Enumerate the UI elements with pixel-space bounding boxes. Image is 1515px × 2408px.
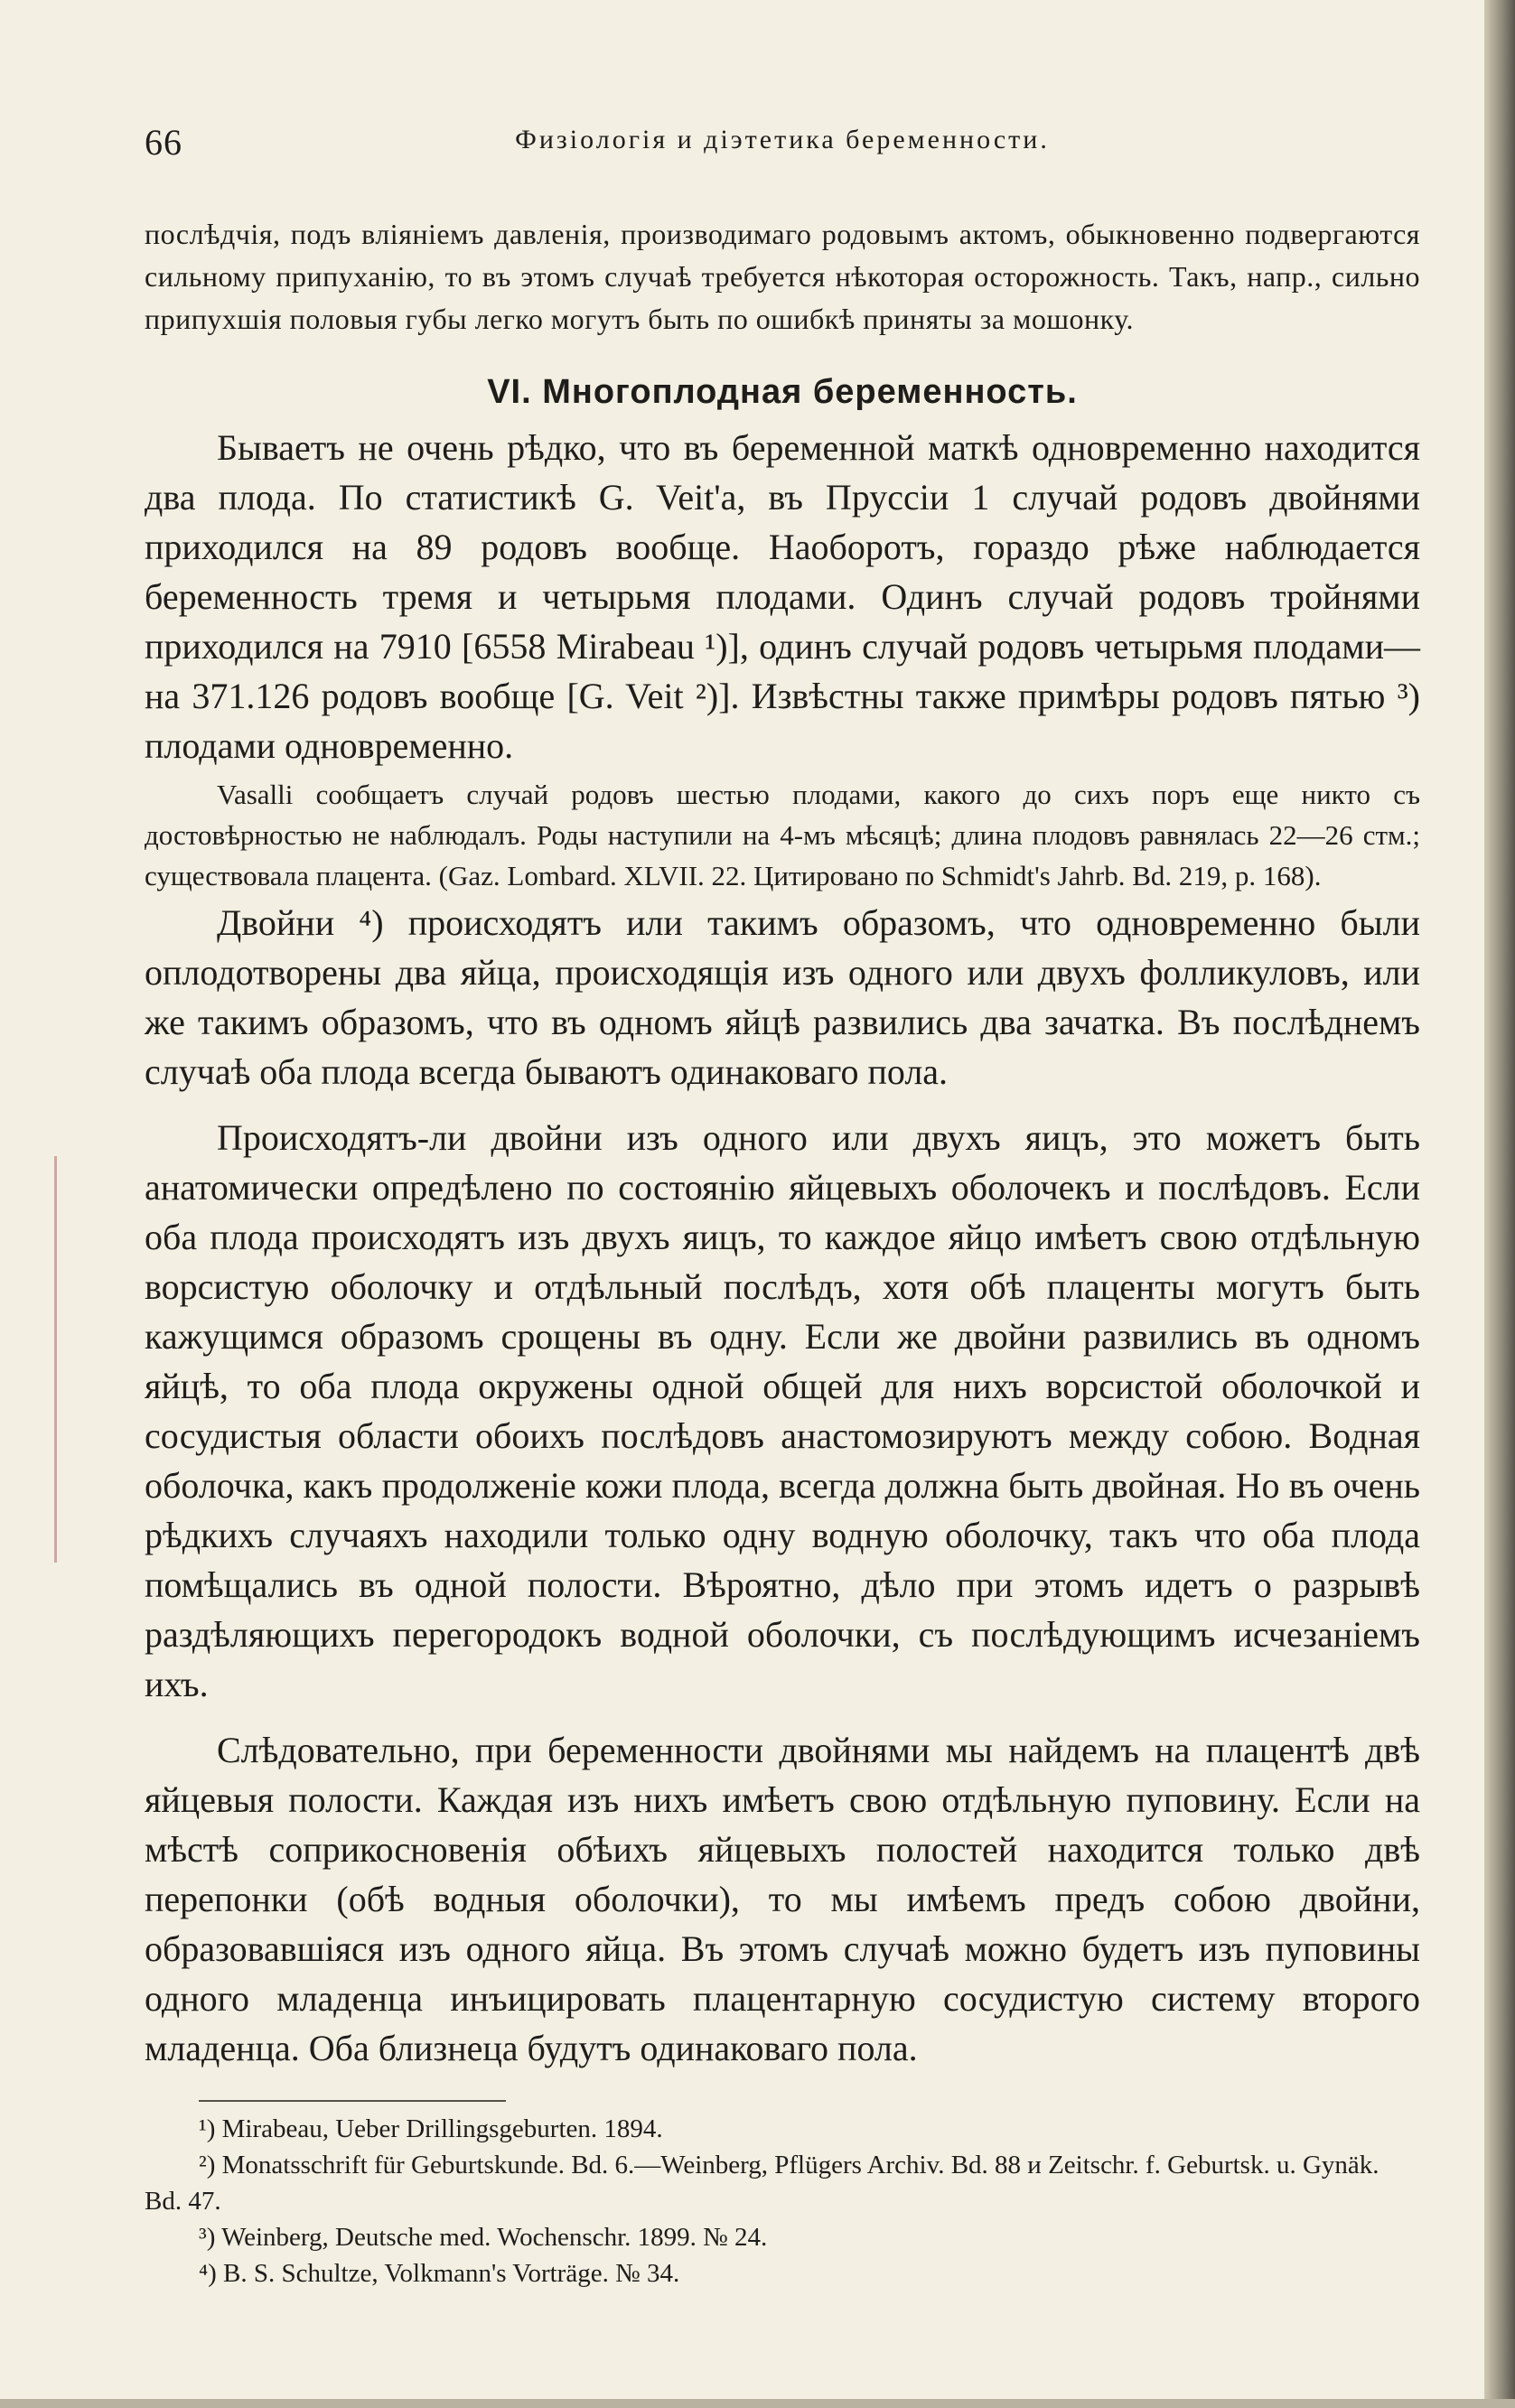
footnote-3: ³) Weinberg, Deutsche med. Wochenschr. 1899. № 24. bbox=[199, 2223, 768, 2252]
footnote-4: ⁴) B. S. Schultze, Volkmann's Vorträge. № 34. bbox=[199, 2259, 680, 2288]
footnotes bbox=[145, 2111, 1420, 2291]
running-title: Физіологія и діэтетика беременности. bbox=[515, 125, 1050, 154]
page-number: 66 bbox=[145, 122, 182, 163]
page-bottom-edge bbox=[0, 2399, 1515, 2408]
footnote-2: ²) Monatsschrift für Geburtskunde. Bd. 6.—Weinberg, Pflügers Archiv. Bd. 88 и Zeitschr. f. Geburtsk. u. Gynäk. Bd. 47. bbox=[145, 2151, 1379, 2216]
paragraph-vasalli-note: Vasalli сообщаетъ случай родовъ шестью плодами, какого до сихъ поръ еще никто съ достовѣрностью не наблюдалъ. Роды наступили на 4-мъ мѣсяцѣ; длина плодовъ равнялась 22—26 стм.; существовала плацента. (Gaz. Lombard. XLVII. 22. Цитировано по Schmidt's Jahrb. Bd. 219, p. 168). bbox=[145, 779, 1420, 891]
page-header bbox=[145, 108, 1420, 172]
paragraph-twins-anatomy: Происходятъ-ли двойни изъ одного или двухъ яицъ, это можетъ быть анатомически опредѣлено по состоянію яйцевыхъ оболочекъ и послѣдовъ. Если оба плода происходятъ изъ двухъ яицъ, то каждое яйцо имѣетъ свою отдѣльную ворсистую оболочку и отдѣльный послѣдъ, хотя обѣ плаценты могутъ быть кажущимся образомъ срощены въ одну. Если же двойни развились въ одномъ яйцѣ, то оба плода окружены одной общей для нихъ ворсистой оболочкой и сосудистыя области обоихъ послѣдовъ анастомозируютъ между собою. Водная оболочка, какъ продолженіе кожи плода, всегда должна быть двойная. Но въ очень рѣдкихъ случаяхъ находили только одну водную оболочку, такъ что оба плода помѣщались въ одной полости. Вѣроятно, дѣло при этомъ идетъ о разрывѣ раздѣляющихъ перегородокъ водной оболочки, съ послѣдующимъ исчезаніемъ ихъ. bbox=[145, 1117, 1420, 1704]
footnote-divider bbox=[199, 2100, 506, 2102]
page-content bbox=[145, 108, 1420, 2291]
paragraph-twins-origin: Двойни ⁴) происходятъ или такимъ образомъ, что одновременно были оплодотворены два яйца, происходящія изъ одного или двухъ фолликуловъ, или же такимъ образомъ, что въ одномъ яйцѣ развились два зачатка. Въ послѣднемъ случаѣ оба плода всегда бываютъ одинаковаго пола. bbox=[145, 902, 1420, 1092]
section-heading: VI. Многоплодная беременность. bbox=[487, 373, 1078, 411]
paragraph-multiple-pregnancy: Бываетъ не очень рѣдко, что въ беременной маткѣ одновременно находится два плода. По статистикѣ G. Veit'а, въ Пруссіи 1 случай родовъ двойнями приходился на 89 родовъ вообще. Наоборотъ, гораздо рѣже наблюдается беременность тремя и четырьмя плодами. Одинъ случай родовъ тройнями приходился на 7910 [6558 Mirabeau ¹)], одинъ случай родовъ четырьмя плодами—на 371.126 родовъ вообще [G. Veit ²)]. Извѣстны также примѣры родовъ пятью ³) плодами одновременно. bbox=[145, 427, 1420, 766]
paragraph-twins-placenta: Слѣдовательно, при беременности двойнями мы найдемъ на плацентѣ двѣ яйцевыя полости. Каждая изъ нихъ имѣетъ свою отдѣльную пуповину. Если на мѣстѣ соприкосновенія обѣихъ яйцевыхъ полостей находится только двѣ перепонки (обѣ водныя оболочки), то мы имѣемъ предъ собою двойни, образовавшіяся изъ одного яйца. Въ этомъ случаѣ можно будетъ изъ пуповины одного младенца инъицировать плацентарную сосудистую систему второго младенца. Оба близнеца будутъ одинаковаго пола. bbox=[145, 1730, 1420, 2068]
page-edge-shadow bbox=[1484, 0, 1515, 2408]
margin-pencil-mark bbox=[54, 1156, 57, 1563]
footnote-1: ¹) Mirabeau, Ueber Drillingsgeburten. 1894. bbox=[199, 2114, 663, 2143]
intro-paragraph: послѣдчія, подъ вліяніемъ давленія, производимаго родовымъ актомъ, обыкновенно подвергаются сильному припуханію, то въ этомъ случаѣ требуется нѣкоторая осторожность. Такъ, напр., сильно припухшія половыя губы легко могутъ быть по ошибкѣ приняты за мошонку. bbox=[145, 218, 1420, 335]
